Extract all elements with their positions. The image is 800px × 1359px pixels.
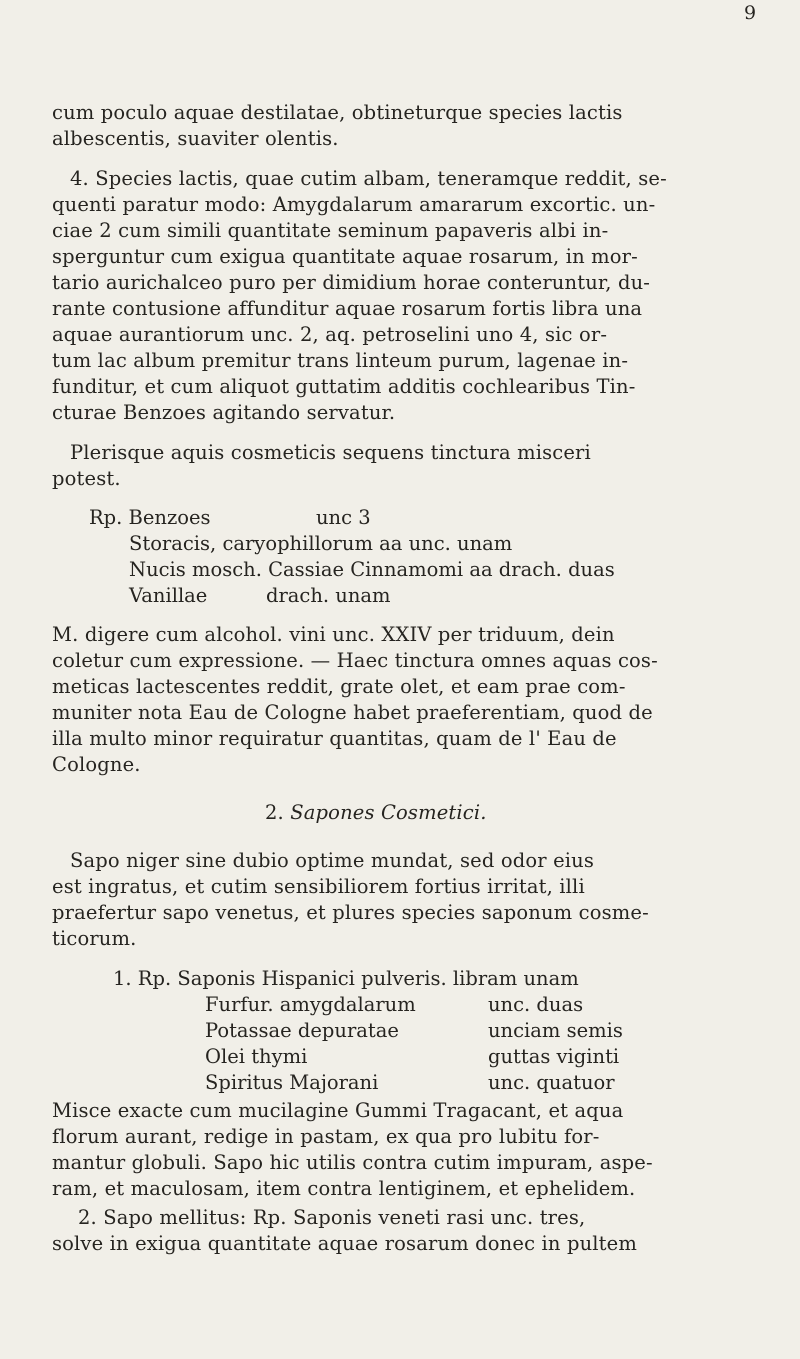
text-line: M. digere cum alcohol. vini unc. XXIV per triduum, dein <box>52 623 615 646</box>
text-line: ciae 2 cum simili quantitate seminum papaveris albi in- <box>52 219 609 242</box>
page-number: 9 <box>744 2 757 24</box>
text-line: ticorum. <box>52 927 137 950</box>
text-line: Plerisque aquis cosmeticis sequens tinctura misceri <box>70 441 591 464</box>
text-line: cturae Benzoes agitando servatur. <box>52 401 396 424</box>
recipe-item: Vanillae <box>129 584 208 607</box>
text-line: solve in exigua quantitate aquae rosarum donec in pultem <box>52 1232 637 1255</box>
recipe-item: Spiritus Majorani <box>205 1071 379 1094</box>
text-line: tum lac album premitur trans linteum purum, lagenae in- <box>52 349 629 372</box>
text-line: Sapo niger sine dubio optime mundat, sed odor eius <box>70 849 595 872</box>
text-line: albescentis, suaviter olentis. <box>52 127 339 150</box>
recipe-item: Storacis, caryophillorum aa unc. unam <box>129 532 513 555</box>
text-line: 4. Species lactis, quae cutim albam, teneramque reddit, se- <box>70 167 667 190</box>
text-line: sperguntur cum exigua quantitate aquae rosarum, in mor- <box>52 245 638 268</box>
recipe-item: Rp. Benzoes <box>89 506 211 529</box>
text-line: rante contusione affunditur aquae rosarum fortis libra una <box>52 297 643 320</box>
recipe-item: Nucis mosch. Cassiae Cinnamomi aa drach. duas <box>129 558 615 581</box>
text-line: potest. <box>52 467 121 490</box>
text-line: quenti paratur modo: Amygdalarum amararum excortic. un- <box>52 193 656 216</box>
text-line: funditur, et cum aliquot guttatim additis cochlearibus Tin- <box>52 375 636 398</box>
recipe-item: Furfur. amygdalarum <box>205 993 416 1016</box>
text-line: 2. Sapo mellitus: Rp. Saponis veneti rasi unc. tres, <box>78 1206 586 1229</box>
text-line: cum poculo aquae destilatae, obtineturque species lactis <box>52 101 623 124</box>
section-title: Sapones Cosmetici. <box>290 801 487 824</box>
text-line: florum aurant, redige in pastam, ex qua pro lubitu for- <box>52 1125 600 1148</box>
text-line: Cologne. <box>52 753 141 776</box>
text-line: Misce exacte cum mucilagine Gummi Tragacant, et aqua <box>52 1099 624 1122</box>
recipe-item: Potassae depuratae <box>205 1019 399 1042</box>
text-line: est ingratus, et cutim sensibiliorem fortius irritat, illi <box>52 875 585 898</box>
text-line: muniter nota Eau de Cologne habet praeferentiam, quod de <box>52 701 653 724</box>
text-line: ram, et maculosam, item contra lentiginem, et ephelidem. <box>52 1177 636 1200</box>
recipe-dose: unc. duas <box>488 993 584 1016</box>
recipe-dose: guttas viginti <box>488 1045 620 1068</box>
text-line: tario aurichalceo puro per dimidium horae conteruntur, du- <box>52 271 651 294</box>
text-line: aquae aurantiorum unc. 2, aq. petroselini uno 4, sic or- <box>52 323 608 346</box>
text-line: meticas lactescentes reddit, grate olet, et eam prae com- <box>52 675 626 698</box>
text-line: praefertur sapo venetus, et plures species saponum cosme- <box>52 901 649 924</box>
recipe-dose: unc 3 <box>316 506 371 529</box>
section-heading <box>265 800 487 826</box>
recipe-dose: unc. quatuor <box>488 1071 615 1094</box>
recipe-dose: drach. unam <box>266 584 391 607</box>
recipe-item: 1. Rp. Saponis Hispanici pulveris. libram unam <box>113 967 579 990</box>
text-line: illa multo minor requiratur quantitas, quam de l' Eau de <box>52 727 617 750</box>
recipe-item: Olei thymi <box>205 1045 308 1068</box>
recipe-dose: unciam semis <box>488 1019 623 1042</box>
text-line: coletur cum expressione. — Haec tinctura omnes aquas cos- <box>52 649 658 672</box>
text-line: mantur globuli. Sapo hic utilis contra cutim impuram, aspe- <box>52 1151 653 1174</box>
section-number: 2. <box>265 801 284 824</box>
